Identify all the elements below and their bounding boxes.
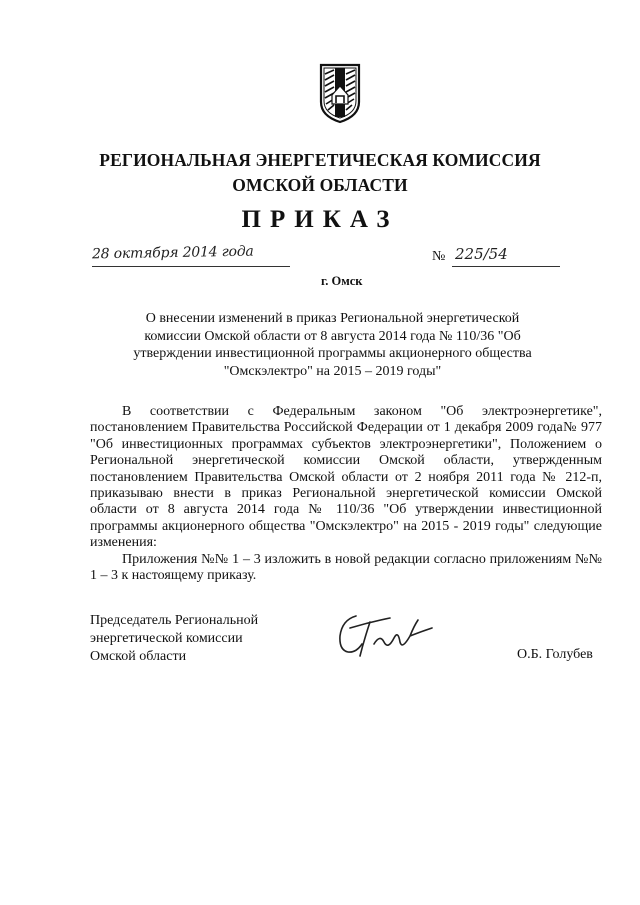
- document-type-title: ПРИКАЗ: [241, 206, 399, 233]
- body-paragraph-2: Приложения №№ 1 – 3 изложить в новой редакции согласно приложениям №№ 1 – 3 к настоящему приказу.: [90, 551, 602, 584]
- handwritten-signature: [334, 606, 438, 662]
- organization-name: [0, 148, 640, 198]
- subject-line: комиссии Омской области от 8 августа 2014 года № 110/36 "Об: [144, 328, 521, 344]
- number-label: №: [432, 249, 446, 264]
- date-underline: [92, 266, 290, 267]
- signer-name: О.Б. Голубев: [517, 647, 593, 662]
- subject-line: О внесении изменений в приказ Региональной энергетической: [145, 311, 520, 326]
- signer-title-line3: Омской области: [90, 649, 187, 664]
- number-handwritten: 225/54: [455, 245, 508, 263]
- document-body: [90, 404, 602, 584]
- organization-name-line1: РЕГИОНАЛЬНАЯ ЭНЕРГЕТИЧЕСКАЯ КОМИССИЯ: [99, 150, 541, 170]
- subject-line: утверждении инвестиционной программы акционерного общества: [133, 346, 532, 361]
- city-label: г. Омск: [321, 274, 363, 288]
- signer-title: [90, 612, 258, 666]
- document-subject: [120, 310, 545, 380]
- body-paragraph-1: В соответствии с Федеральным законом "Об электроэнергетике", постановлением Правительства Российской Федерации от 1 декабря 2009 года№ 977 "Об инвестиционных программах субъектов электроэнергетики", Положением о Региональной энергетической комиссии Омской области, утвержденным постановлением Правительства Омской области от 2 ноября 2011 года № 212-п, приказываю внести в приказ Региональной энергетической комиссии Омской области от 8 августа 2014 года № 110/36 "Об утверждении инвестиционной программы акционерного общества "Омскэлектро" на 2015 - 2019 годы" следующие изменения:: [90, 404, 602, 551]
- subject-line: "Омскэлектро" на 2015 – 2019 годы": [223, 363, 442, 379]
- signer-title-line2: энергетической комиссии: [90, 631, 243, 646]
- signer-title-line1: Председатель Региональной: [90, 613, 259, 628]
- number-underline: [452, 266, 560, 267]
- organization-name-line2: ОМСКОЙ ОБЛАСТИ: [232, 175, 408, 195]
- coat-of-arms-icon: [318, 62, 362, 124]
- date-handwritten: 28 октября 2014 года: [91, 243, 254, 263]
